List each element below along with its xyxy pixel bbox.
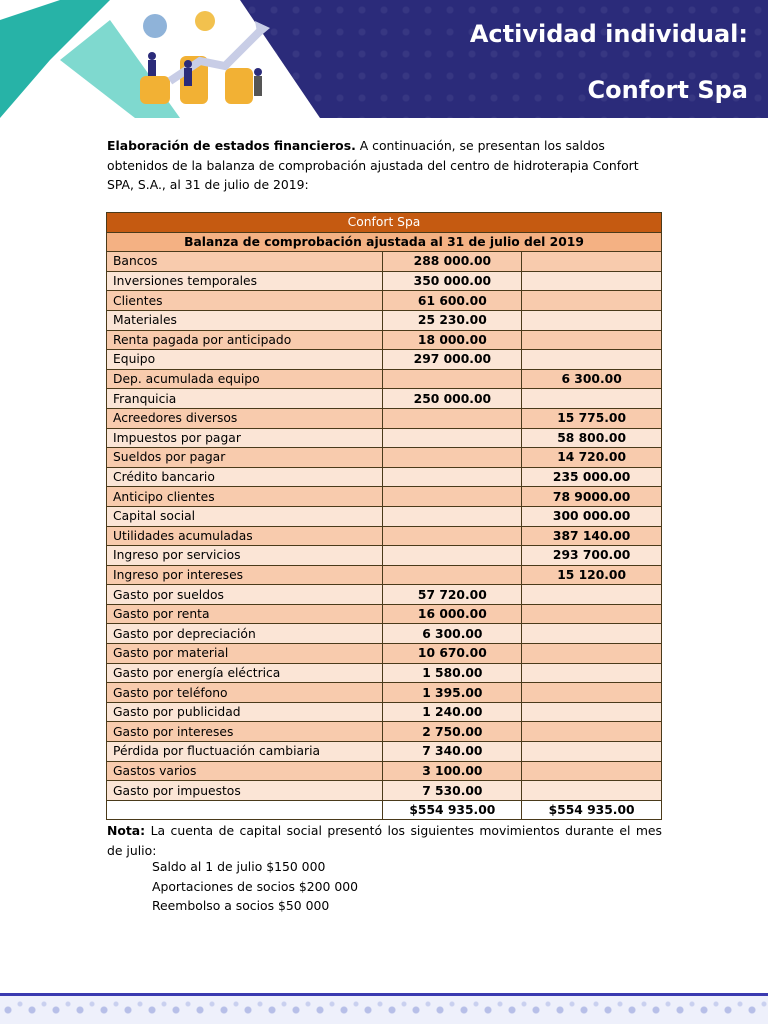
table-row xyxy=(107,428,662,448)
debit-value: 3 100.00 xyxy=(383,761,522,781)
totals-row xyxy=(107,800,662,820)
debit-value xyxy=(383,448,522,468)
account-name: Gastos varios xyxy=(107,761,383,781)
total-debit: $554 935.00 xyxy=(383,800,522,820)
account-name: Materiales xyxy=(107,310,383,330)
debit-value: 1 395.00 xyxy=(383,683,522,703)
total-credit: $554 935.00 xyxy=(522,800,662,820)
credit-value xyxy=(522,330,662,350)
credit-value: 387 140.00 xyxy=(522,526,662,546)
table-row xyxy=(107,408,662,428)
account-name: Gasto por renta xyxy=(107,604,383,624)
table-row xyxy=(107,702,662,722)
credit-value xyxy=(522,271,662,291)
globe-icon xyxy=(143,14,167,38)
debit-value: 16 000.00 xyxy=(383,604,522,624)
credit-value: 15 120.00 xyxy=(522,565,662,585)
account-name: Anticipo clientes xyxy=(107,487,383,507)
credit-value: 235 000.00 xyxy=(522,467,662,487)
credit-value xyxy=(522,252,662,272)
account-name: Dep. acumulada equipo xyxy=(107,369,383,389)
table-row xyxy=(107,291,662,311)
table-row xyxy=(107,663,662,683)
table-row xyxy=(107,761,662,781)
credit-value xyxy=(522,781,662,801)
debit-value: 57 720.00 xyxy=(383,585,522,605)
note-paragraph xyxy=(107,821,662,860)
header-banner xyxy=(0,0,768,118)
intro-paragraph xyxy=(107,136,662,195)
debit-value: 288 000.00 xyxy=(383,252,522,272)
table-row xyxy=(107,271,662,291)
account-name: Ingreso por intereses xyxy=(107,565,383,585)
account-name: Gasto por energía eléctrica xyxy=(107,663,383,683)
table-row xyxy=(107,506,662,526)
account-name: Gasto por intereses xyxy=(107,722,383,742)
intro-text: A continuación, se presentan los saldos obtenidos de la balanza de comprobación ajustada del centro de hidroterapia Confort SPA, S.A., al 31 de julio de 2019: xyxy=(107,138,639,192)
debit-value: 18 000.00 xyxy=(383,330,522,350)
account-name: Gasto por sueldos xyxy=(107,585,383,605)
note-item: Aportaciones de socios $200 000 xyxy=(152,878,358,894)
table-row xyxy=(107,585,662,605)
person-icon xyxy=(254,76,262,96)
account-name: Ingreso por servicios xyxy=(107,546,383,566)
table-row xyxy=(107,565,662,585)
note-item: Reembolso a socios $50 000 xyxy=(152,898,330,913)
person-icon xyxy=(148,60,156,76)
table-row xyxy=(107,683,662,703)
debit-value xyxy=(383,467,522,487)
credit-value: 293 700.00 xyxy=(522,546,662,566)
credit-value: 78 9000.00 xyxy=(522,487,662,507)
credit-value xyxy=(522,389,662,409)
title-line-2: Confort Spa xyxy=(587,76,748,104)
account-name: Pérdida por fluctuación cambiaria xyxy=(107,742,383,762)
title-line-1: Actividad individual: xyxy=(469,20,748,48)
account-name: Gasto por impuestos xyxy=(107,781,383,801)
debit-value: 7 530.00 xyxy=(383,781,522,801)
table-row xyxy=(107,252,662,272)
debit-value: 7 340.00 xyxy=(383,742,522,762)
credit-value xyxy=(522,722,662,742)
debit-value: 250 000.00 xyxy=(383,389,522,409)
credit-value: 58 800.00 xyxy=(522,428,662,448)
debit-value: 25 230.00 xyxy=(383,310,522,330)
totals-empty-cell xyxy=(107,800,383,820)
table-subtitle-row xyxy=(107,232,662,252)
debit-value xyxy=(383,487,522,507)
note-text: La cuenta de capital social presentó los siguientes movimientos durante el mes de julio: xyxy=(107,823,662,858)
table-row xyxy=(107,781,662,801)
credit-value xyxy=(522,702,662,722)
credit-value xyxy=(522,291,662,311)
credit-value: 300 000.00 xyxy=(522,506,662,526)
table-row xyxy=(107,604,662,624)
credit-value xyxy=(522,310,662,330)
table-row xyxy=(107,350,662,370)
trial-balance-table xyxy=(106,212,662,820)
credit-value xyxy=(522,761,662,781)
table-subtitle: Balanza de comprobación ajustada al 31 de julio del 2019 xyxy=(107,232,662,252)
credit-value: 15 775.00 xyxy=(522,408,662,428)
person-icon xyxy=(148,52,156,60)
debit-value: 350 000.00 xyxy=(383,271,522,291)
table-row xyxy=(107,722,662,742)
debit-value: 1 580.00 xyxy=(383,663,522,683)
account-name: Inversiones temporales xyxy=(107,271,383,291)
credit-value xyxy=(522,604,662,624)
account-name: Crédito bancario xyxy=(107,467,383,487)
account-name: Renta pagada por anticipado xyxy=(107,330,383,350)
credit-value xyxy=(522,742,662,762)
debit-value xyxy=(383,408,522,428)
debit-value: 1 240.00 xyxy=(383,702,522,722)
table-title: Confort Spa xyxy=(107,213,662,233)
table-row xyxy=(107,369,662,389)
debit-value: 297 000.00 xyxy=(383,350,522,370)
account-name: Utilidades acumuladas xyxy=(107,526,383,546)
debit-value xyxy=(383,428,522,448)
table-row xyxy=(107,389,662,409)
banner-title xyxy=(470,16,748,108)
account-name: Gasto por material xyxy=(107,644,383,664)
account-name: Capital social xyxy=(107,506,383,526)
table-title-row xyxy=(107,213,662,233)
table-row xyxy=(107,526,662,546)
account-name: Gasto por publicidad xyxy=(107,702,383,722)
person-icon xyxy=(184,68,192,86)
debit-value: 6 300.00 xyxy=(383,624,522,644)
lightbulb-icon xyxy=(195,11,215,31)
account-name: Acreedores diversos xyxy=(107,408,383,428)
debit-value: 10 670.00 xyxy=(383,644,522,664)
note-label: Nota: xyxy=(107,823,146,838)
credit-value: 14 720.00 xyxy=(522,448,662,468)
account-name: Franquicia xyxy=(107,389,383,409)
table-row xyxy=(107,448,662,468)
table-row xyxy=(107,644,662,664)
credit-value xyxy=(522,644,662,664)
intro-bold: Elaboración de estados financieros. xyxy=(107,138,356,153)
table-row xyxy=(107,546,662,566)
account-name: Gasto por teléfono xyxy=(107,683,383,703)
debit-value xyxy=(383,369,522,389)
table-row xyxy=(107,742,662,762)
credit-value xyxy=(522,683,662,703)
account-name: Impuestos por pagar xyxy=(107,428,383,448)
credit-value xyxy=(522,624,662,644)
account-name: Sueldos por pagar xyxy=(107,448,383,468)
account-name: Gasto por depreciación xyxy=(107,624,383,644)
note-item: Saldo al 1 de julio $150 000 xyxy=(152,859,326,874)
debit-value: 2 750.00 xyxy=(383,722,522,742)
coin-stack xyxy=(140,76,170,104)
debit-value xyxy=(383,546,522,566)
coin-stack xyxy=(225,68,253,104)
account-name: Equipo xyxy=(107,350,383,370)
footer-pattern xyxy=(0,993,768,1024)
credit-value: 6 300.00 xyxy=(522,369,662,389)
debit-value xyxy=(383,565,522,585)
table-row xyxy=(107,330,662,350)
person-icon xyxy=(254,68,262,76)
note-items xyxy=(152,857,358,916)
table-row xyxy=(107,310,662,330)
account-name: Bancos xyxy=(107,252,383,272)
debit-value: 61 600.00 xyxy=(383,291,522,311)
finance-illustration xyxy=(130,6,280,112)
table-row xyxy=(107,467,662,487)
credit-value xyxy=(522,663,662,683)
debit-value xyxy=(383,506,522,526)
table-row xyxy=(107,487,662,507)
person-icon xyxy=(184,60,192,68)
account-name: Clientes xyxy=(107,291,383,311)
table-row xyxy=(107,624,662,644)
credit-value xyxy=(522,350,662,370)
credit-value xyxy=(522,585,662,605)
debit-value xyxy=(383,526,522,546)
